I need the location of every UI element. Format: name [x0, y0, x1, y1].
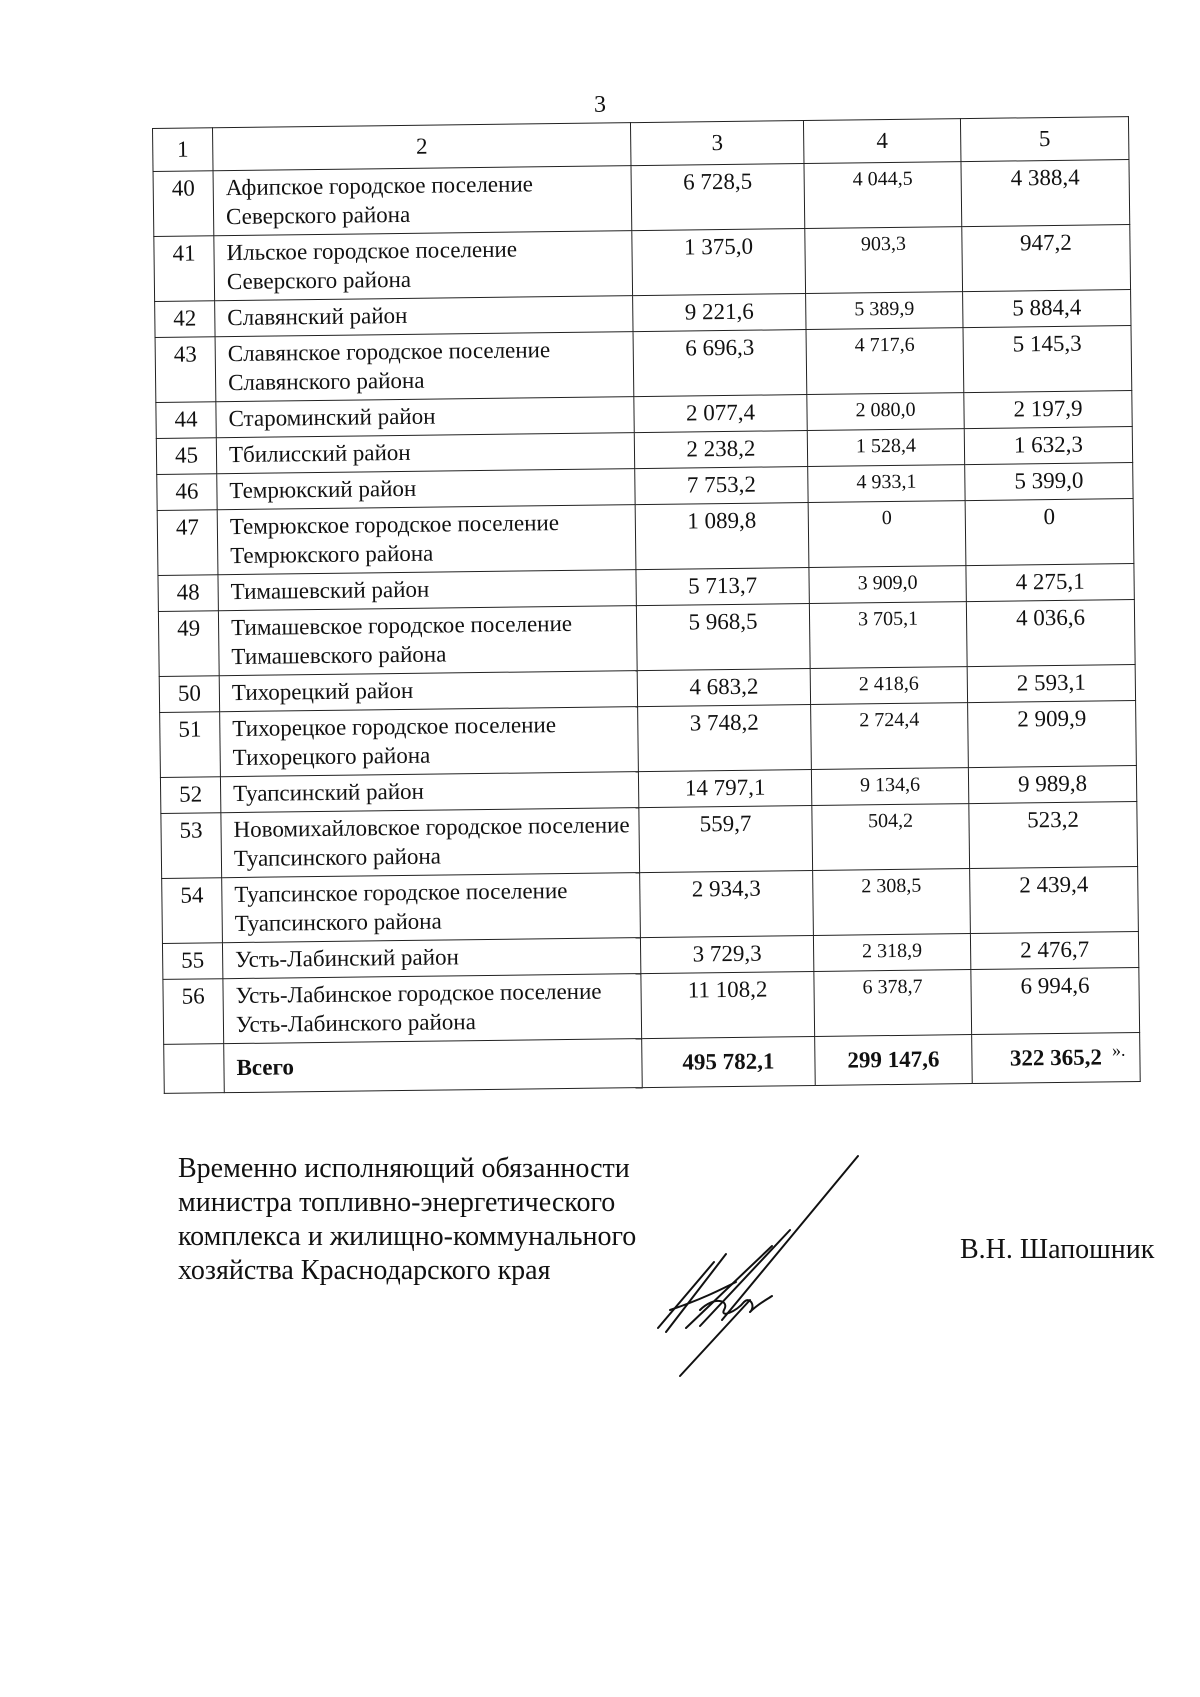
row-col5: 5 884,4: [963, 290, 1131, 328]
row-name: Тимашевский район: [218, 570, 636, 611]
row-col4: 2 080,0: [807, 393, 964, 431]
total-col3: 495 782,1: [642, 1036, 816, 1087]
row-col4: 2 724,4: [811, 703, 969, 770]
row-col4: 2 418,6: [810, 667, 967, 705]
row-number: 43: [155, 337, 216, 403]
row-name: Новомихайловское городское поселение Туапсинского района: [221, 808, 640, 878]
row-col4: 4 933,1: [808, 465, 965, 503]
row-col4: 1 528,4: [807, 429, 964, 467]
row-col5: 6 994,6: [971, 968, 1140, 1035]
table-row: [153, 160, 1130, 237]
row-number: 48: [158, 575, 218, 612]
table-row: [161, 802, 1138, 879]
row-col3: 1 375,0: [632, 229, 806, 296]
row-col3: 4 683,2: [637, 668, 810, 706]
row-col5: 4 275,1: [966, 564, 1134, 602]
row-col3: 14 797,1: [638, 769, 811, 807]
row-col5: 2 593,1: [967, 665, 1135, 703]
row-col5: 4 036,6: [966, 600, 1135, 667]
row-col5: 5 145,3: [963, 326, 1132, 393]
column-header: 5: [960, 117, 1129, 162]
row-col4: 3 705,1: [809, 602, 967, 669]
row-number: 50: [159, 676, 219, 713]
row-col3: 559,7: [639, 805, 813, 872]
row-name: Славянское городское поселение Славянского района: [215, 332, 634, 402]
row-number: 40: [153, 171, 214, 237]
row-col4: 4 717,6: [806, 328, 964, 395]
row-col3: 9 221,6: [633, 294, 806, 332]
position-line: министра топливно-энергетического: [178, 1187, 616, 1218]
row-number: 47: [157, 510, 218, 576]
row-number: 46: [157, 474, 217, 511]
row-name: Темрюкский район: [217, 469, 635, 510]
total-col4: 299 147,6: [815, 1035, 973, 1086]
row-col3: 7 753,2: [635, 467, 808, 505]
row-name: Тбилисский район: [216, 433, 634, 474]
row-col4: 0: [808, 501, 966, 568]
row-col5: 2 197,9: [964, 391, 1132, 429]
closing-quote: ».: [1112, 1040, 1126, 1060]
row-col3: 5 968,5: [636, 604, 810, 671]
position-line: комплекса и жилищно-коммунального: [178, 1221, 637, 1252]
row-col3: 3 729,3: [640, 935, 813, 973]
row-col3: 6 728,5: [631, 164, 805, 231]
row-col4: 2 318,9: [813, 934, 970, 972]
column-header: 3: [630, 121, 804, 166]
page-number: 3: [594, 92, 606, 118]
row-col4: 903,3: [805, 227, 963, 294]
table-row: [154, 225, 1131, 302]
row-col3: 2 077,4: [634, 395, 807, 433]
row-name: Темрюкское городское поселение Темрюкского района: [217, 505, 636, 575]
row-name: Тихорецкий район: [219, 671, 637, 712]
row-name: Туапсинское городское поселение Туапсинского района: [222, 873, 641, 943]
row-number: 45: [156, 438, 216, 475]
row-number: 53: [161, 813, 222, 879]
row-col3: 6 696,3: [633, 330, 807, 397]
data-table: [152, 116, 1141, 1094]
row-number: 54: [162, 878, 223, 944]
row-col5: 2 476,7: [970, 932, 1138, 970]
row-col5: 4 388,4: [961, 160, 1130, 227]
row-name: Афипское городское поселение Северского района: [213, 166, 632, 236]
row-col5: 1 632,3: [964, 427, 1132, 465]
row-name: Тихорецкое городское поселение Тихорецкого района: [220, 707, 639, 777]
table-row: [158, 600, 1135, 677]
row-number: 52: [160, 777, 220, 814]
signer-name: В.Н. Шапошник: [960, 1234, 1155, 1265]
row-col4: 9 134,6: [811, 768, 968, 806]
row-col5: 9 989,8: [968, 766, 1136, 804]
row-name: Туапсинский район: [220, 772, 638, 813]
row-col4: 6 378,7: [814, 970, 972, 1037]
row-col4: 2 308,5: [813, 869, 971, 936]
row-col5: 2 439,4: [970, 867, 1139, 934]
row-number: 51: [160, 712, 221, 778]
table-row: [157, 499, 1134, 576]
row-name: Усть-Лабинское городское поселение Усть-Лабинского района: [223, 974, 642, 1044]
row-number: 42: [155, 301, 215, 338]
table-body: [153, 160, 1140, 1045]
total-label: Всего: [224, 1039, 643, 1093]
column-header: 4: [803, 119, 961, 164]
row-name: Тимашевское городское поселение Тимашевского района: [218, 606, 637, 676]
row-number: 44: [156, 402, 216, 439]
handwritten-signature: [640, 1150, 920, 1380]
table-row: [162, 867, 1139, 944]
row-number: 49: [158, 611, 219, 677]
row-col5: 523,2: [969, 802, 1138, 869]
total-number-cell: [164, 1044, 225, 1094]
row-col4: 4 044,5: [804, 162, 962, 229]
data-table-container: [152, 116, 1140, 1094]
total-col5: 322 365,2: [972, 1033, 1141, 1084]
row-col4: 3 909,0: [809, 566, 966, 604]
row-col5: 947,2: [962, 225, 1131, 292]
row-col5: 5 399,0: [965, 463, 1133, 501]
row-number: 41: [154, 236, 215, 302]
row-col3: 11 108,2: [641, 971, 815, 1038]
row-col3: 5 713,7: [636, 568, 809, 606]
row-col4: 504,2: [812, 804, 970, 871]
row-number: 55: [162, 943, 222, 980]
row-name: Староминский район: [216, 397, 634, 438]
table-row: [163, 968, 1140, 1045]
row-col3: 1 089,8: [635, 503, 809, 570]
row-col3: 3 748,2: [638, 704, 812, 771]
table-row: [155, 326, 1132, 403]
row-name: Ильское городское поселение Северского района: [214, 231, 633, 301]
row-col4: 5 389,9: [806, 292, 963, 330]
row-col3: 2 238,2: [634, 431, 807, 469]
table-total-row: [164, 1033, 1141, 1094]
row-col5: 2 909,9: [968, 701, 1137, 768]
position-line: Временно исполняющий обязанности: [178, 1153, 630, 1184]
row-name: Усть-Лабинский район: [222, 938, 640, 979]
row-col5: 0: [965, 499, 1134, 566]
column-header: 1: [153, 128, 214, 172]
row-col3: 2 934,3: [640, 870, 814, 937]
row-name: Славянский район: [215, 296, 633, 337]
column-header: 2: [213, 123, 631, 171]
row-number: 56: [163, 979, 224, 1045]
signatory-position: [178, 1152, 678, 1288]
position-line: хозяйства Краснодарского края: [178, 1255, 551, 1286]
table-row: [160, 701, 1137, 778]
